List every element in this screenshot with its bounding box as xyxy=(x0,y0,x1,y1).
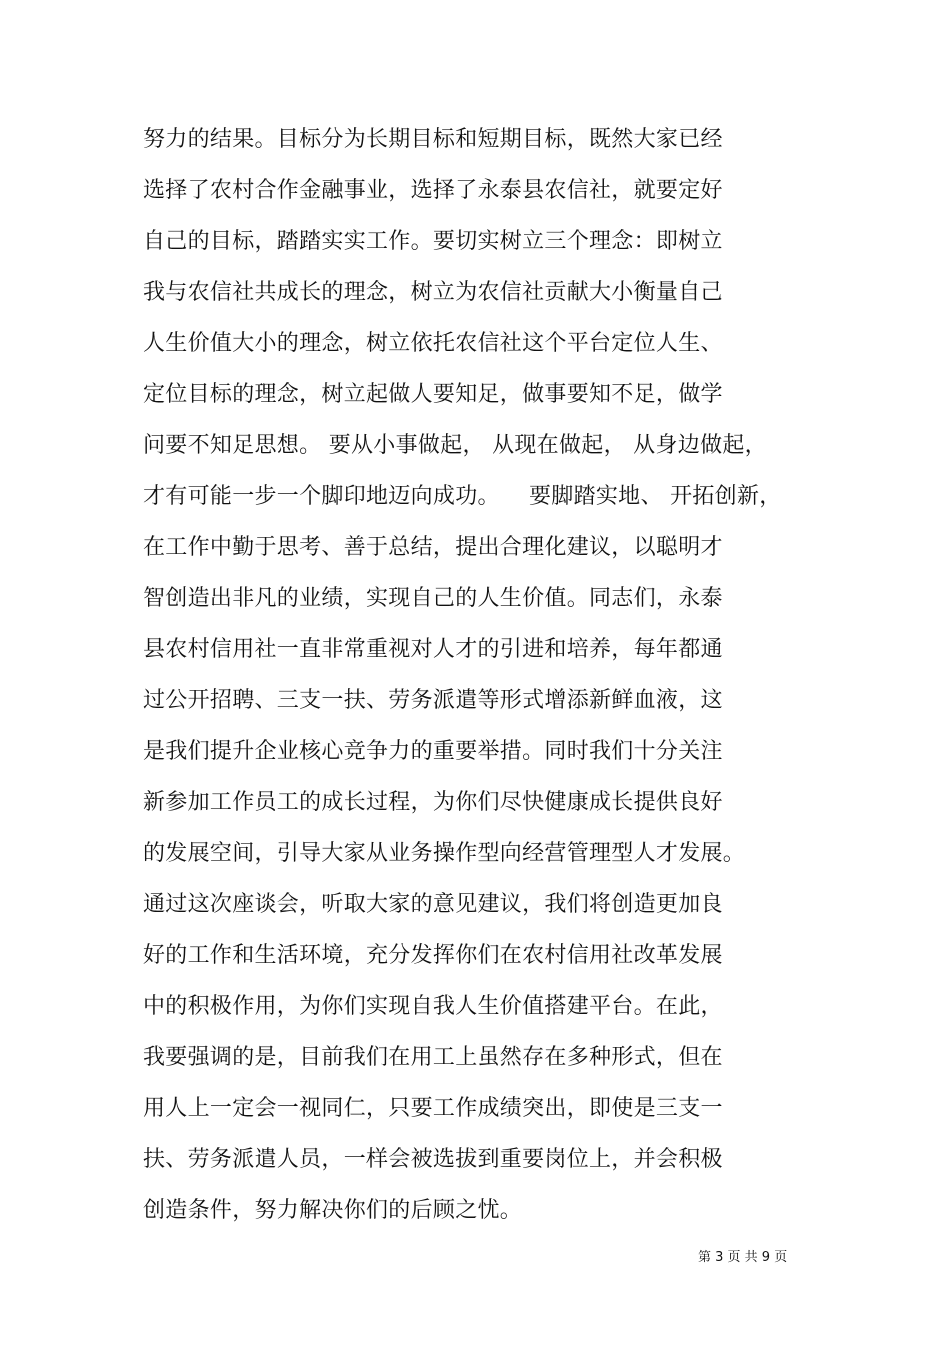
text-line: 新参加工作员工的成长过程，为你们尽快健康成长提供良好 xyxy=(143,790,723,815)
text-line: 好的工作和生活环境，充分发挥你们在农村信用社改革发展 xyxy=(143,943,723,968)
text-line: 自己的目标，踏踏实实工作。要切实树立三个理念：即树立 xyxy=(143,229,723,254)
text-line: 县农村信用社一直非常重视对人才的引进和培养，每年都通 xyxy=(143,637,723,662)
text-line: 才有可能一步一个脚印地迈向成功。 要脚踏实地、 开拓创新， xyxy=(143,484,782,509)
text-line: 选择了农村合作金融事业，选择了永泰县农信社，就要定好 xyxy=(143,178,723,203)
body-text xyxy=(143,118,863,1240)
text-line: 定位目标的理念，树立起做人要知足，做事要知不足，做学 xyxy=(143,382,723,407)
text-line: 用人上一定会一视同仁，只要工作成绩突出，即使是三支一 xyxy=(143,1096,723,1121)
text-line: 的发展空间，引导大家从业务操作型向经营管理型人才发展。 xyxy=(143,841,746,866)
text-line: 智创造出非凡的业绩，实现自己的人生价值。同志们，永泰 xyxy=(143,586,723,611)
text-line: 努力的结果。目标分为长期目标和短期目标，既然大家已经 xyxy=(143,127,723,152)
text-line: 在工作中勤于思考、善于总结，提出合理化建议，以聪明才 xyxy=(143,535,723,560)
text-line: 我要强调的是，目前我们在用工上虽然存在多种形式，但在 xyxy=(143,1045,723,1070)
text-line: 中的积极作用，为你们实现自我人生价值搭建平台。在此， xyxy=(143,994,723,1019)
text-line: 扶、劳务派遣人员，一样会被选拔到重要岗位上，并会积极 xyxy=(143,1147,723,1172)
text-line: 问要不知足思想。 要从小事做起， 从现在做起， 从身边做起， xyxy=(143,433,767,458)
text-line: 创造条件，努力解决你们的后顾之忧。 xyxy=(143,1198,523,1223)
text-line: 我与农信社共成长的理念，树立为农信社贡献大小衡量自己 xyxy=(143,280,723,305)
text-line: 人生价值大小的理念，树立依托农信社这个平台定位人生、 xyxy=(143,331,723,356)
text-line: 过公开招聘、三支一扶、劳务派遣等形式增添新鲜血液，这 xyxy=(143,688,723,713)
text-line: 是我们提升企业核心竞争力的重要举措。同时我们十分关注 xyxy=(143,739,723,764)
text-line: 通过这次座谈会，听取大家的意见建议，我们将创造更加良 xyxy=(143,892,723,917)
page-number: 第 3 页 共 9 页 xyxy=(698,1250,788,1265)
